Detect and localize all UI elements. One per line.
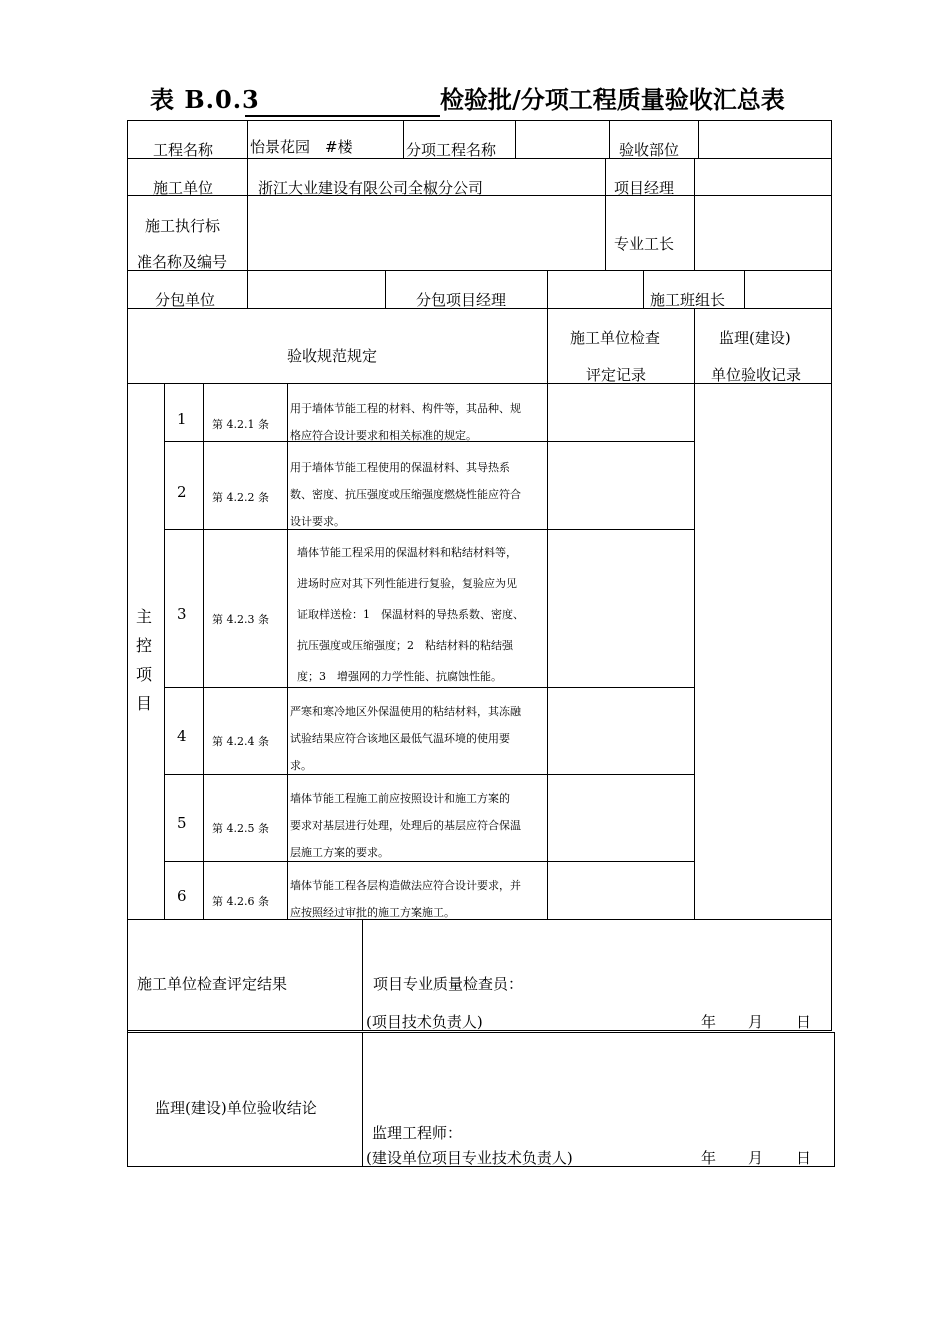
- item-clause: 第 4.2.1 条: [212, 418, 269, 431]
- month-label: 月: [748, 1149, 764, 1167]
- subitem-name-label: 分项工程名称: [406, 141, 497, 159]
- main-control-label: 主 控 项 目: [135, 607, 152, 713]
- item-clause: 第 4.2.6 条: [212, 895, 269, 908]
- page-title: 检验批/分项工程质量验收汇总表: [440, 85, 785, 114]
- item-description: 用于墙体节能工程的材料、构件等，其品种、规 格应符合设计要求和相关标准的规定。: [290, 402, 521, 442]
- title-underline: [245, 115, 440, 117]
- item-number: 5: [177, 814, 187, 832]
- item-number: 2: [177, 483, 187, 501]
- sub-project-manager-label: 分包项目经理: [416, 291, 507, 309]
- year-label: 年: [701, 1149, 717, 1167]
- owner-tech-lead-label: (建设单位项目专业技术负责人): [366, 1149, 573, 1167]
- standard-label-line2: 准名称及编号: [137, 253, 228, 271]
- item-number: 3: [177, 605, 187, 623]
- foreman-label: 专业工长: [614, 235, 675, 253]
- supervisor-column-header-line2: 单位验收记录: [711, 366, 802, 384]
- month-label: 月: [748, 1013, 764, 1031]
- item-number: 4: [177, 727, 187, 745]
- item-description: 用于墙体节能工程使用的保温材料、其导热系 数、密度、抗压强度或压缩强度燃烧性能应符合 设计要求。: [290, 461, 521, 528]
- quality-inspector-label: 项目专业质量检查员：: [373, 975, 524, 993]
- check-column-header-line2: 评定记录: [586, 366, 647, 384]
- project-name-value: 怡景花园 #楼: [250, 138, 353, 156]
- year-label: 年: [701, 1013, 717, 1031]
- item-description: 墙体节能工程施工前应按照设计和施工方案的 要求对基层进行处理，处理后的基层应符合保温 层施工方案的要求。: [290, 792, 521, 859]
- item-number: 1: [177, 410, 187, 428]
- item-description: 严寒和寒冷地区外保温使用的粘结材料，其冻融 试验结果应符合该地区最低气温环境的使用要 求。: [290, 705, 521, 772]
- item-clause: 第 4.2.2 条: [212, 491, 269, 504]
- contractor-label: 施工单位: [153, 179, 214, 197]
- item-clause: 第 4.2.4 条: [212, 735, 269, 748]
- project-name-label: 工程名称: [153, 141, 214, 159]
- item-description: 墙体节能工程采用的保温材料和粘结材料等， 进场时应对其下列性能进行复验，复验应为见 证取样送检：1 保温材料的导热系数、密度、 抗压强度或压缩强度；2 粘结材料的粘结强 度；3 增强网的力学性能、抗腐蚀性能。: [297, 546, 524, 683]
- subcontractor-label: 分包单位: [155, 291, 216, 309]
- contractor-result-label: 施工单位检查评定结果: [137, 975, 288, 993]
- check-column-header-line1: 施工单位检查: [570, 329, 661, 347]
- standard-label-line1: 施工执行标: [145, 217, 221, 235]
- team-leader-label: 施工班组长: [650, 291, 726, 309]
- contractor-value: 浙江大业建设有限公司全椒分公司: [258, 179, 484, 197]
- item-number: 6: [177, 887, 187, 905]
- supervisor-column-header-line1: 监理(建设): [719, 329, 791, 347]
- day-label: 日: [796, 1149, 812, 1167]
- acceptance-part-label: 验收部位: [619, 141, 680, 159]
- item-clause: 第 4.2.5 条: [212, 822, 269, 835]
- spec-column-header: 验收规范规定: [287, 347, 378, 365]
- day-label: 日: [796, 1013, 812, 1031]
- project-manager-label: 项目经理: [614, 179, 675, 197]
- supervisor-result-label: 监理(建设)单位验收结论: [155, 1099, 317, 1117]
- tech-lead-label: (项目技术负责人): [366, 1013, 483, 1031]
- table-number: 表 B.0.3: [150, 85, 260, 114]
- supervising-engineer-label: 监理工程师：: [372, 1124, 463, 1142]
- item-clause: 第 4.2.3 条: [212, 613, 269, 626]
- item-description: 墙体节能工程各层构造做法应符合设计要求，并 应按照经过审批的施工方案施工。: [290, 879, 521, 918]
